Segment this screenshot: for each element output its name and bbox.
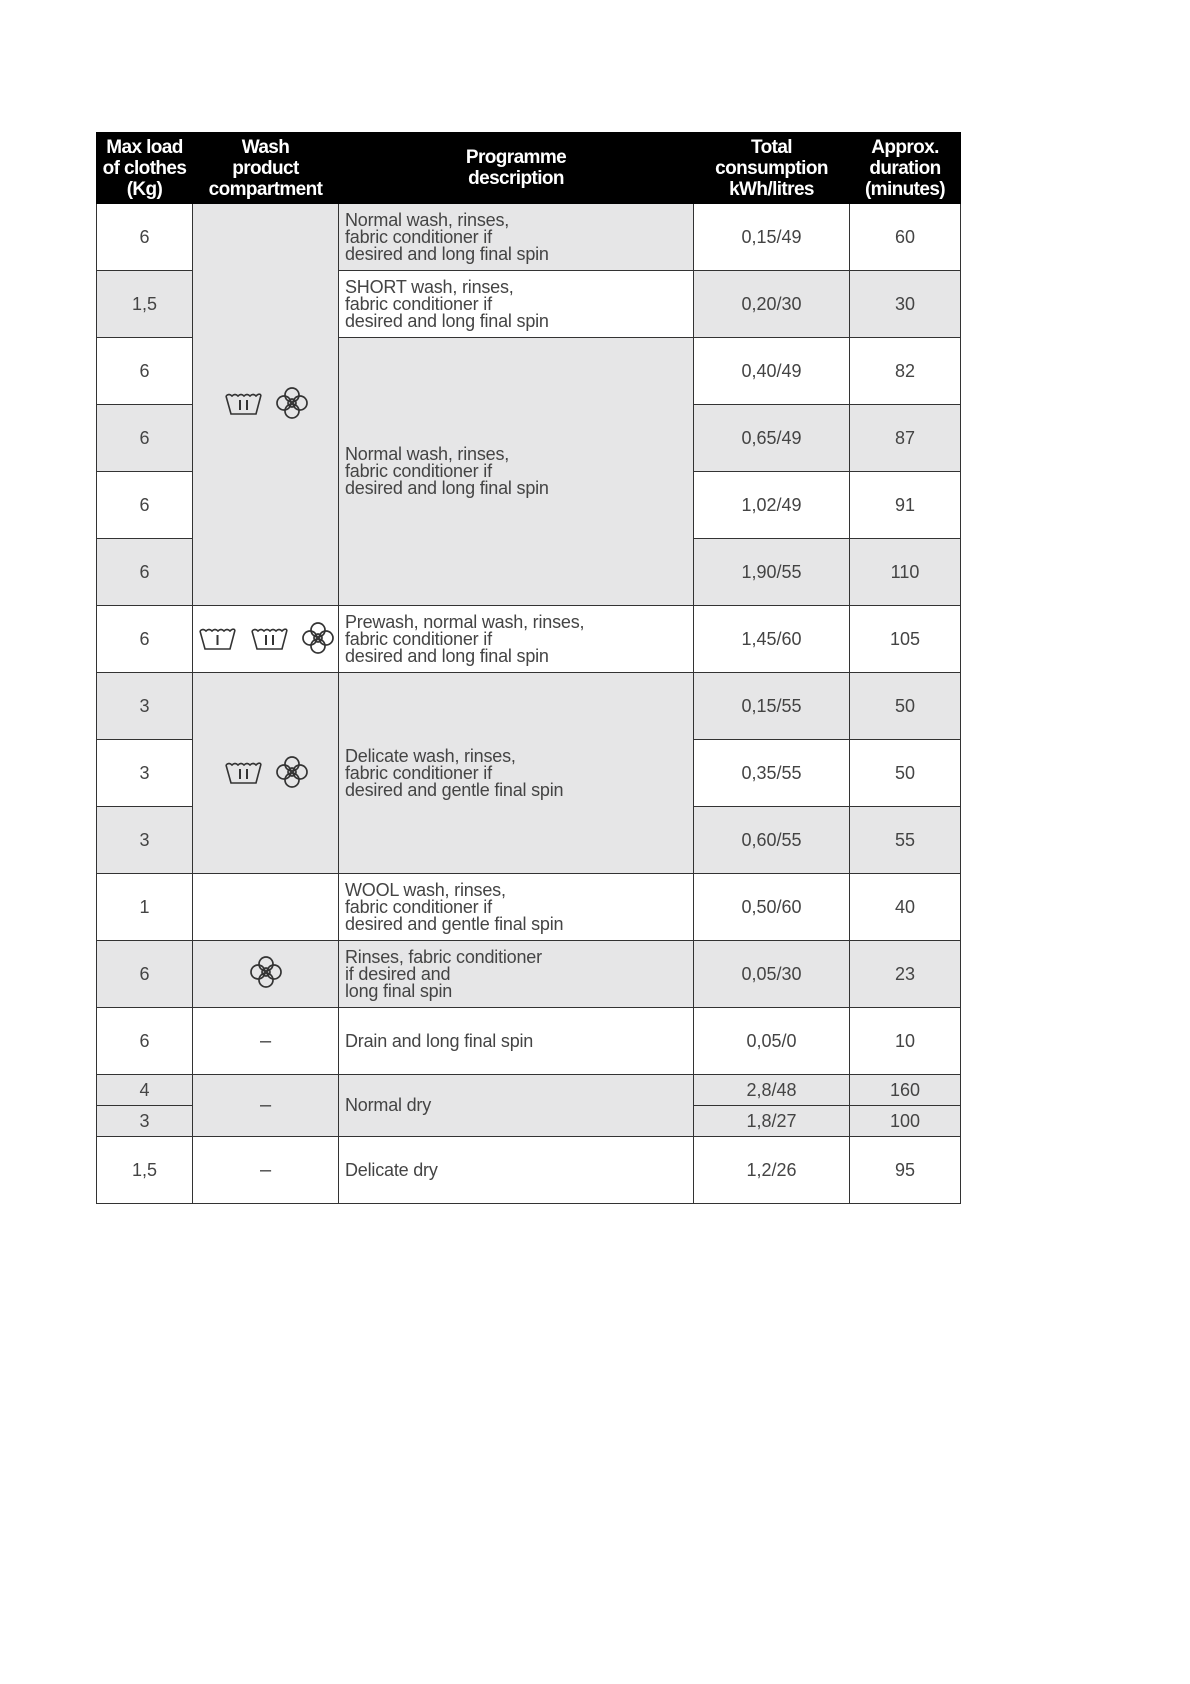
- consumption-cell: 0,40/49: [694, 338, 850, 405]
- max-load-cell: 3: [97, 807, 193, 874]
- max-load-cell: 6: [97, 941, 193, 1008]
- programme-description-cell: Normal wash, rinses, fabric conditioner if desired and long final spin: [339, 204, 694, 271]
- wash-product-cell: [193, 204, 339, 606]
- duration-cell: 10: [850, 1008, 961, 1075]
- consumption-cell: 1,2/26: [694, 1137, 850, 1204]
- table-row: [97, 204, 961, 271]
- header-max-load: Max load of clothes (Kg): [97, 133, 193, 204]
- header-wash-product: Wash product compartment: [193, 133, 339, 204]
- main-wash-icon: [249, 623, 289, 653]
- no-product-dash: –: [259, 1094, 272, 1116]
- wash-product-cell: [193, 673, 339, 874]
- max-load-cell: 1,5: [97, 271, 193, 338]
- table-row: [97, 1137, 961, 1204]
- fabric-conditioner-icon: [275, 755, 309, 789]
- duration-cell: 50: [850, 673, 961, 740]
- consumption-cell: 0,05/0: [694, 1008, 850, 1075]
- duration-cell: 87: [850, 405, 961, 472]
- programme-description-cell: Normal wash, rinses, fabric conditioner if desired and long final spin: [339, 338, 694, 606]
- consumption-cell: 1,8/27: [694, 1106, 850, 1137]
- programme-table: [96, 132, 961, 1204]
- fabric-conditioner-icon: [249, 955, 283, 989]
- duration-cell: 91: [850, 472, 961, 539]
- programme-description-cell: Drain and long final spin: [339, 1008, 694, 1075]
- main-wash-icon: [223, 757, 263, 787]
- programme-description-cell: Rinses, fabric conditioner if desired and long final spin: [339, 941, 694, 1008]
- header-approx-duration: Approx. duration (minutes): [850, 133, 961, 204]
- fabric-conditioner-icon: [301, 621, 335, 655]
- consumption-cell: 0,35/55: [694, 740, 850, 807]
- table-row: [97, 606, 961, 673]
- consumption-cell: 0,50/60: [694, 874, 850, 941]
- wash-product-cell: [193, 874, 339, 941]
- duration-cell: 100: [850, 1106, 961, 1137]
- consumption-cell: 1,90/55: [694, 539, 850, 606]
- max-load-cell: 1,5: [97, 1137, 193, 1204]
- programme-description-cell: Prewash, normal wash, rinses, fabric conditioner if desired and long final spin: [339, 606, 694, 673]
- wash-product-cell: [193, 1075, 339, 1137]
- programme-description-cell: Delicate dry: [339, 1137, 694, 1204]
- max-load-cell: 3: [97, 740, 193, 807]
- consumption-cell: 1,45/60: [694, 606, 850, 673]
- prewash-icon: [197, 623, 237, 653]
- header-row: [97, 133, 961, 204]
- header-total-consumption: Total consumption kWh/litres: [694, 133, 850, 204]
- consumption-cell: 1,02/49: [694, 472, 850, 539]
- max-load-cell: 6: [97, 539, 193, 606]
- table-row: [97, 1008, 961, 1075]
- duration-cell: 23: [850, 941, 961, 1008]
- max-load-cell: 3: [97, 673, 193, 740]
- table-row: [97, 673, 961, 740]
- max-load-cell: 6: [97, 204, 193, 271]
- consumption-cell: 0,15/49: [694, 204, 850, 271]
- wash-product-cell: [193, 941, 339, 1008]
- duration-cell: 110: [850, 539, 961, 606]
- no-product-dash: –: [259, 1158, 272, 1181]
- programme-description-cell: Delicate wash, rinses, fabric conditioner if desired and gentle final spin: [339, 673, 694, 874]
- max-load-cell: 4: [97, 1075, 193, 1106]
- table-row: [97, 941, 961, 1008]
- duration-cell: 40: [850, 874, 961, 941]
- table-row: [97, 1075, 961, 1106]
- programme-description-cell: Normal dry: [339, 1075, 694, 1137]
- max-load-cell: 6: [97, 338, 193, 405]
- consumption-cell: 0,65/49: [694, 405, 850, 472]
- duration-cell: 50: [850, 740, 961, 807]
- programme-description-cell: WOOL wash, rinses, fabric conditioner if desired and gentle final spin: [339, 874, 694, 941]
- duration-cell: 55: [850, 807, 961, 874]
- wash-product-cell: [193, 1137, 339, 1204]
- table-row: [97, 874, 961, 941]
- consumption-cell: 0,05/30: [694, 941, 850, 1008]
- max-load-cell: 6: [97, 472, 193, 539]
- consumption-cell: 2,8/48: [694, 1075, 850, 1106]
- max-load-cell: 1: [97, 874, 193, 941]
- duration-cell: 60: [850, 204, 961, 271]
- wash-product-cell: [193, 606, 339, 673]
- header-programme-description: Programme description: [339, 133, 694, 204]
- duration-cell: 160: [850, 1075, 961, 1106]
- max-load-cell: 3: [97, 1106, 193, 1137]
- consumption-cell: 0,60/55: [694, 807, 850, 874]
- consumption-cell: 0,20/30: [694, 271, 850, 338]
- duration-cell: 105: [850, 606, 961, 673]
- programme-description-cell: SHORT wash, rinses, fabric conditioner if desired and long final spin: [339, 271, 694, 338]
- main-wash-icon: [223, 388, 263, 418]
- max-load-cell: 6: [97, 1008, 193, 1075]
- fabric-conditioner-icon: [275, 386, 309, 420]
- duration-cell: 82: [850, 338, 961, 405]
- no-product-dash: –: [259, 1029, 272, 1052]
- max-load-cell: 6: [97, 606, 193, 673]
- consumption-cell: 0,15/55: [694, 673, 850, 740]
- duration-cell: 95: [850, 1137, 961, 1204]
- duration-cell: 30: [850, 271, 961, 338]
- max-load-cell: 6: [97, 405, 193, 472]
- wash-product-cell: [193, 1008, 339, 1075]
